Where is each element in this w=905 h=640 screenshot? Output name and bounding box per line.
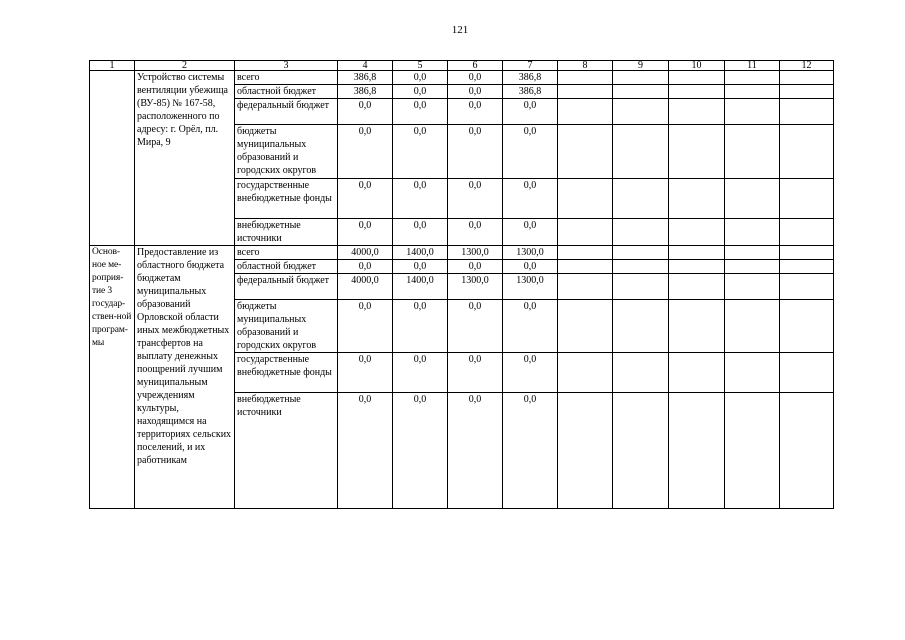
value-cell: 0,0 (503, 393, 558, 509)
funding-source: всего (235, 246, 338, 260)
value-cell: 386,8 (338, 71, 393, 85)
empty-cell (725, 246, 780, 260)
empty-cell (613, 246, 669, 260)
value-cell: 0,0 (448, 393, 503, 509)
value-cell: 0,0 (393, 85, 448, 99)
col-header-7: 7 (503, 61, 558, 71)
empty-cell (613, 179, 669, 219)
col-header-9: 9 (613, 61, 669, 71)
value-cell: 0,0 (393, 353, 448, 393)
empty-cell (725, 179, 780, 219)
value-cell: 0,0 (393, 260, 448, 274)
empty-cell (725, 274, 780, 300)
empty-cell (725, 260, 780, 274)
empty-cell (669, 179, 725, 219)
col-header-5: 5 (393, 61, 448, 71)
empty-cell (780, 179, 834, 219)
value-cell: 0,0 (338, 300, 393, 353)
empty-cell (558, 246, 613, 260)
block2-measure-name: Предоставление из областного бюджета бюджетам муниципальных образований Орловской области иных межбюджетных трансфертов на выплату денежных поощрений лучшим муниципальным учреждениям культуры, находящимся на территориях сельских поселений, и их работникам (135, 246, 235, 509)
value-cell: 0,0 (448, 300, 503, 353)
empty-cell (558, 260, 613, 274)
value-cell: 0,0 (503, 260, 558, 274)
value-cell: 0,0 (338, 393, 393, 509)
empty-cell (669, 85, 725, 99)
empty-cell (558, 300, 613, 353)
funding-source: федеральный бюджет (235, 99, 338, 125)
value-cell: 4000,0 (338, 274, 393, 300)
value-cell: 0,0 (338, 99, 393, 125)
empty-cell (613, 260, 669, 274)
funding-source: внебюджетные источники (235, 219, 338, 246)
empty-cell (780, 125, 834, 179)
value-cell: 1300,0 (503, 274, 558, 300)
block1-measure-name: Устройство системы вентиляции убежища (ВУ-85) № 167-58, расположенного по адресу: г. Орёл, пл. Мира, 9 (135, 71, 235, 246)
table-row (90, 71, 834, 85)
empty-cell (558, 179, 613, 219)
value-cell: 0,0 (393, 300, 448, 353)
value-cell: 0,0 (448, 179, 503, 219)
empty-cell (725, 125, 780, 179)
empty-cell (613, 300, 669, 353)
value-cell: 0,0 (393, 393, 448, 509)
value-cell: 0,0 (393, 99, 448, 125)
header-row (90, 61, 834, 71)
funding-source: всего (235, 71, 338, 85)
empty-cell (613, 85, 669, 99)
value-cell: 0,0 (503, 179, 558, 219)
funding-source: государственные внебюджетные фонды (235, 179, 338, 219)
empty-cell (725, 393, 780, 509)
value-cell: 0,0 (338, 125, 393, 179)
empty-cell (780, 274, 834, 300)
empty-cell (669, 393, 725, 509)
value-cell: 0,0 (338, 179, 393, 219)
col-header-8: 8 (558, 61, 613, 71)
value-cell: 386,8 (338, 85, 393, 99)
budget-table (89, 60, 834, 509)
value-cell: 4000,0 (338, 246, 393, 260)
col-header-10: 10 (669, 61, 725, 71)
empty-cell (780, 99, 834, 125)
funding-source: бюджеты муниципальных образований и городских округов (235, 300, 338, 353)
value-cell: 1300,0 (503, 246, 558, 260)
empty-cell (558, 219, 613, 246)
empty-cell (669, 300, 725, 353)
value-cell: 0,0 (393, 219, 448, 246)
block2-col1: Основ-ное ме-роприя-тие 3 государ-ствен-ной програм-мы (90, 246, 135, 509)
empty-cell (669, 219, 725, 246)
empty-cell (613, 99, 669, 125)
value-cell: 0,0 (393, 71, 448, 85)
empty-cell (558, 274, 613, 300)
col-header-1: 1 (90, 61, 135, 71)
value-cell: 0,0 (448, 260, 503, 274)
empty-cell (613, 393, 669, 509)
value-cell: 0,0 (338, 219, 393, 246)
empty-cell (725, 99, 780, 125)
value-cell: 386,8 (503, 85, 558, 99)
value-cell: 0,0 (393, 125, 448, 179)
page-number: 121 (451, 24, 469, 36)
empty-cell (780, 393, 834, 509)
value-cell: 0,0 (448, 99, 503, 125)
col-header-11: 11 (725, 61, 780, 71)
empty-cell (780, 85, 834, 99)
empty-cell (558, 85, 613, 99)
col-header-3: 3 (235, 61, 338, 71)
empty-cell (613, 219, 669, 246)
value-cell: 0,0 (503, 219, 558, 246)
col-header-4: 4 (338, 61, 393, 71)
empty-cell (613, 353, 669, 393)
value-cell: 0,0 (503, 99, 558, 125)
empty-cell (780, 71, 834, 85)
empty-cell (669, 99, 725, 125)
empty-cell (780, 300, 834, 353)
col-header-2: 2 (135, 61, 235, 71)
value-cell: 0,0 (448, 71, 503, 85)
empty-cell (669, 125, 725, 179)
value-cell: 1300,0 (448, 274, 503, 300)
funding-source: областной бюджет (235, 85, 338, 99)
value-cell: 0,0 (448, 85, 503, 99)
empty-cell (613, 125, 669, 179)
empty-cell (725, 71, 780, 85)
empty-cell (669, 274, 725, 300)
value-cell: 386,8 (503, 71, 558, 85)
value-cell: 0,0 (338, 260, 393, 274)
empty-cell (558, 125, 613, 179)
value-cell: 0,0 (338, 353, 393, 393)
value-cell: 0,0 (503, 300, 558, 353)
funding-source: внебюджетные источники (235, 393, 338, 509)
empty-cell (780, 219, 834, 246)
empty-cell (558, 353, 613, 393)
empty-cell (669, 353, 725, 393)
empty-cell (558, 99, 613, 125)
empty-cell (780, 353, 834, 393)
empty-cell (669, 71, 725, 85)
table-row (90, 246, 834, 260)
value-cell: 1300,0 (448, 246, 503, 260)
empty-cell (725, 85, 780, 99)
value-cell: 0,0 (503, 353, 558, 393)
empty-cell (725, 300, 780, 353)
empty-cell (725, 219, 780, 246)
value-cell: 0,0 (448, 219, 503, 246)
empty-cell (613, 274, 669, 300)
funding-source: федеральный бюджет (235, 274, 338, 300)
empty-cell (780, 260, 834, 274)
block1-col1 (90, 71, 135, 246)
value-cell: 0,0 (393, 179, 448, 219)
empty-cell (558, 71, 613, 85)
value-cell: 0,0 (448, 125, 503, 179)
empty-cell (669, 260, 725, 274)
col-header-12: 12 (780, 61, 834, 71)
funding-source: государственные внебюджетные фонды (235, 353, 338, 393)
col-header-6: 6 (448, 61, 503, 71)
empty-cell (669, 246, 725, 260)
empty-cell (558, 393, 613, 509)
funding-source: бюджеты муниципальных образований и городских округов (235, 125, 338, 179)
empty-cell (613, 71, 669, 85)
value-cell: 0,0 (448, 353, 503, 393)
value-cell: 1400,0 (393, 274, 448, 300)
empty-cell (725, 353, 780, 393)
value-cell: 1400,0 (393, 246, 448, 260)
empty-cell (780, 246, 834, 260)
funding-source: областной бюджет (235, 260, 338, 274)
value-cell: 0,0 (503, 125, 558, 179)
